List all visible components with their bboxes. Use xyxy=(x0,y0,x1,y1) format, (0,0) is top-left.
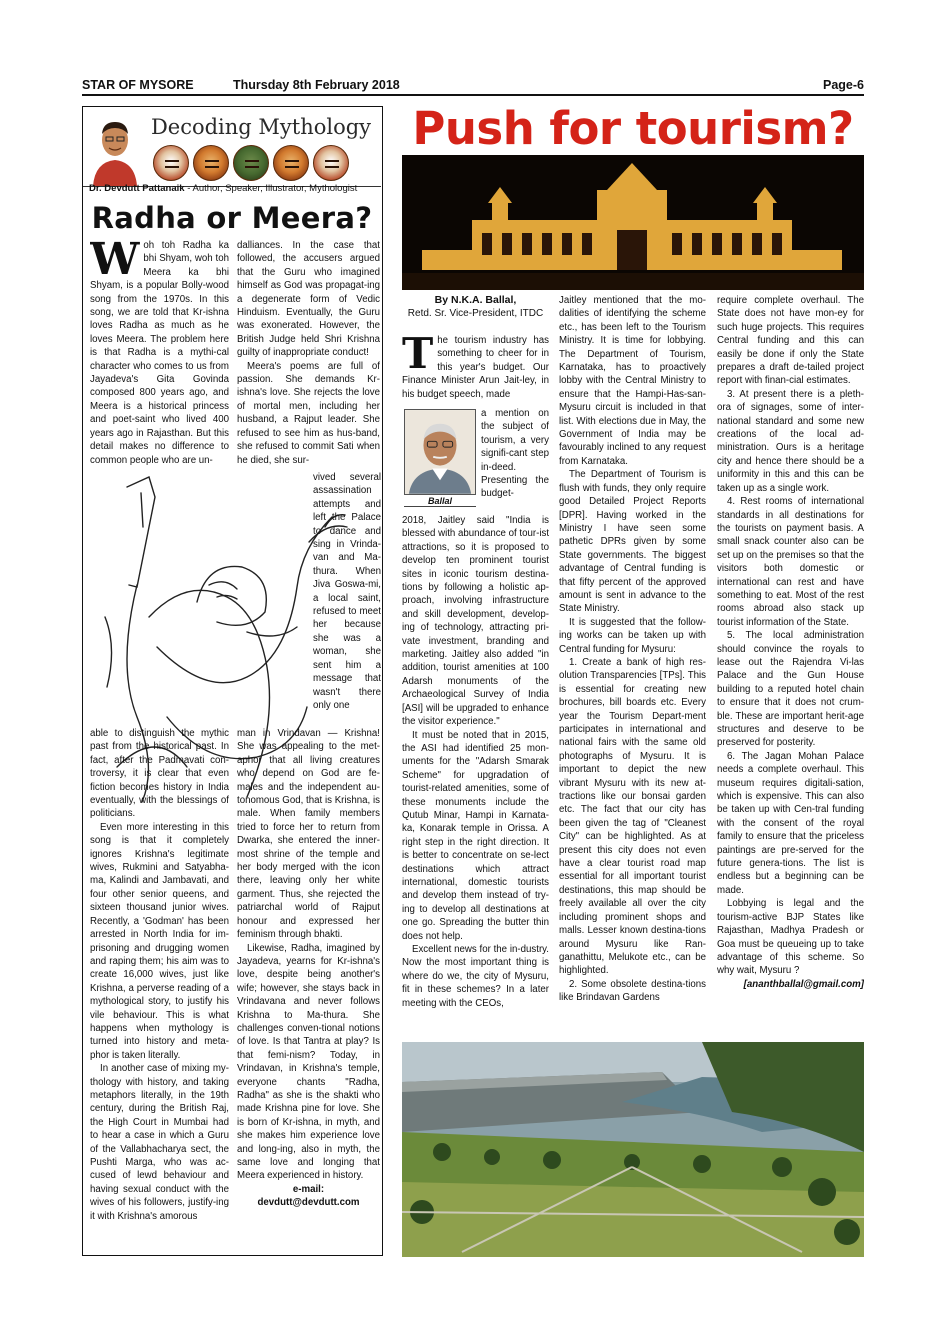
deity-face-icon xyxy=(313,145,349,181)
paragraph: Lobbying is legal and the tourism-active BJP States like Rajasthan, Madhya Pradesh or Goa must be queueing up to take advantage of this scheme. So why wait, Mysuru ? xyxy=(717,898,864,977)
illuminated-palace-photo xyxy=(402,155,864,290)
paragraph: man in Vrindavan — Krishna! She was appealing to the met-aphor that all living creatures who depend on God are fe-males and the independent au-tonomous God, that is Krishna, is male. When family members tried to force her to return from Dwarka, she entered the inner-most shrine of the temple and her body merged with the icon there, leaving only her white garment. Thus, she rejected the patriarchal world of Rajput honour and expressed her feminism through bhakti. xyxy=(237,728,380,941)
deity-face-icon xyxy=(273,145,309,181)
author-signature-email[interactable]: [ananthballal@gmail.com] xyxy=(743,978,864,990)
page-header xyxy=(82,76,864,96)
paragraph: In another case of mixing my-thology with history, and taking metaphors literally, in the 19th century, during the British Raj, the High Court in Mumbai had to hear a case in which a Guru of the Vallabhacharya sect, the Pushti Marga, who was ac-cused of lewd behaviour and having sexual conduct with the wives of his followers, justify-ing it with Krishna's amorous xyxy=(90,1063,229,1222)
paragraph: Excellent news for the in-dustry. Now the most important thing is where do we, the city of Mysuru, fit in these schemes? In a later meeting with the CEOs, xyxy=(402,944,549,1009)
paragraph: 2018, Jaitley said "India is blessed with abundance of tour-ist attractions, so it is proposed to develop ten prominent tourist sites in iconic tourism destina-tions by following a holistic ap-proach, involving infrastructure and skill development, develop-ing of technology, attracting pri-vate investment, branding and marketing. Jaitley also added "in addition, tourist amenities at 100 Adarsh monuments of the Archaeological Survey of India [ASI] will be upgraded to enhance the visitor experience." xyxy=(402,515,549,728)
deity-face-icon xyxy=(233,145,269,181)
author-description: - Author, Speaker, Illustrator, Mythologist xyxy=(184,183,358,194)
author-portrait xyxy=(89,110,141,186)
paper-name: STAR OF MYSORE xyxy=(82,78,194,92)
deity-face-icon xyxy=(193,145,229,181)
deity-face-icon xyxy=(153,145,189,181)
mythology-face-illustrations xyxy=(153,145,349,181)
paragraph: It must be noted that in 2015, the ASI had identified 25 mon-uments for the "Adarsh Smarak Scheme" for upgradation of tourist-related amenities, some of these monuments include the Qutub Minar, Hampi in Karnata-ka, Konarak temple in Orissa. A right step in the right direction. It is better to concentrate on se-lect destinations which attract international, domestic tourists and develop them instead of try-ing to develop all destinations at one go. Spreading the butter thin does not help. xyxy=(402,729,549,942)
paragraph: 3. At present there is a pleth-ora of signages, some of inter-national standard and some new creations of the local ad-ministration. Ours is a heritage city and hence there should be a uniformity in this and this can be taken up as a single work. xyxy=(717,388,864,494)
right-col1-rest xyxy=(402,514,549,1039)
byline-name: By N.K.A. Ballal, xyxy=(434,294,517,306)
paragraph: 2. Some obsolete destina-tions like Brindavan Gardens xyxy=(559,978,706,1004)
paragraph: 1. Create a bank of high res-olution Transparencies [TPs]. This is essential for creating new brochures, bill boards etc. Every year the Tourism Depart-ment participates in international and national fairs with the same old photographs of Mysuru. It is important to depict the new vibrant Mysuru with its new at-tractions like our bonsai garden etc. The fact that our city has been given the tag of "Cleanest City" can be highlighted. As at present this city does not even have a clear tourist road map essential for all important tourist destinations, this map should be freely available all over the city including prominent shops and malls. Lesser known destina-tions around Mysuru like Ran-ganathittu, Melukote etc., can be highlighted. xyxy=(559,656,706,977)
left-col2-top xyxy=(237,239,380,471)
ballal-portrait xyxy=(404,409,476,495)
paragraph: 4. Rest rooms of international standards in all destinations for the tourists on payment basis. A small snack counter also can be set up on the premises so that the visitors both domestic or international can rest and have something to eat. Most of the rest rooms abroad also stack up tourist information of the State. xyxy=(717,496,864,628)
column-title: Decoding Mythology xyxy=(150,115,372,139)
paragraph: 5. The local administration should convince the royals to lease out the Rajendra Vi-las Palace and the Gun House building to a reputed hotel chain to ensure that it does not crum-ble. These are important herit-age structures and deserve to be preserved for posterity. xyxy=(717,630,864,749)
tourism-byline xyxy=(402,294,549,320)
email-label: e-mail: xyxy=(292,1183,325,1195)
article-headline: Radha or Meera? xyxy=(91,201,373,235)
author-email[interactable]: devdutt@devdutt.com xyxy=(257,1197,360,1209)
paragraph: require complete overhaul. The State does not have mon-ey for such huge projects. This requires Central funding and this can easily be done if only the State prepares a draft de-tailed project report with finan-cial estimates. xyxy=(717,295,864,387)
paragraph: It is suggested that the follow-ing works can be taken up with Central funding for Mysuru: xyxy=(559,616,706,655)
paragraph: Jaitley mentioned that the mo-dalities of identifying the scheme etc., has been left to the Tourism Ministry. It is time for lobbying. The Department of Tourism, Karnataka, has to proactively lobby with the Central Ministry to ensure that the Hampi-Has-san-Mysuru circuit is included in that list. With elections due in May, the Government of India may be favourably inclined to any request from Karnataka. xyxy=(559,295,706,467)
paragraph: 6. The Jagan Mohan Palace needs a complete overhaul. This museum requires digitali-sation, which is expensive. This can also be taken up with Cen-tral funding with the consent of the royal family to ensure that the priceless paintings are pre-served for the future genera-tions. The list is endless but a beginning can be made. xyxy=(717,750,864,896)
decoding-mythology-article xyxy=(82,106,383,1256)
right-col3 xyxy=(717,294,864,1039)
right-col1-narrow xyxy=(481,407,549,513)
photo-caption: Ballal xyxy=(404,496,476,507)
brindavan-gardens-photo xyxy=(402,1042,864,1257)
paragraph: dalliances. In the case that followed, the accusers argued that the Guru who imagined himself as God was propagat-ing a degenerate form of Vedic Hinduism. Eventually, the Guru was exonerated. However, the British Judge held Shri Krishna guilty of inappropriate conduct! xyxy=(237,240,380,359)
author-name: Dr. Devdutt Pattanaik xyxy=(89,183,185,194)
page-number: Page-6 xyxy=(823,78,864,92)
left-col2-bottom xyxy=(237,727,380,1252)
column-banner xyxy=(83,107,381,187)
left-col1-bottom xyxy=(90,727,229,1252)
right-col1-top xyxy=(402,334,549,406)
paragraph: The Department of Tourism is flush with funds, they only require good Detailed Project Reports [DPR]. Having worked in the Ministry I have seen some pathetic DPRs given by some State governments. The biggest advantage of Central funding is that fifty percent of the approved amount is sent in advance to the State Ministry. xyxy=(559,469,706,615)
paragraph: vived several assassination attempts and left the Palace to dance and sing in Vrinda-van and Ma-thura. When Jiva Goswa-mi, a local saint, refused to meet her because she was a woman, she sent him a message that wasn't there only one xyxy=(313,472,381,711)
paragraph: Even more interesting in this song is that it completely ignores Krishna's legitimate wives, Rukmini and Satyabha-ma, Kalindi and Jambavati, and four other senior queens, and sixteen thousand junior wives. Recently, a 'Godman' has been arrested in North India for im-prisoning and drugging women and raping them; his aim was to create 16,000 wives, just like Krishna, a perverse reading of a mythological story, to justify his vile behaviour. This is what happens when mythology is turned into history and meta-phor is taken literally. xyxy=(90,821,229,1061)
byline-role: Retd. Sr. Vice-President, ITDC xyxy=(407,308,544,319)
paragraph: oh toh Radha ka bhi Shyam, woh toh Meera ka bhi Shyam, is a popular Bolly-wood song from the 1970s. In this song, we are told that Kr-ishna loves Radha as much as he loves Meera. The problem here is that Radha is a mythi-cal character who comes to us from Jayadeva's Gita Govinda composed 800 years ago, and Meera is a historical princess and poet-saint who lived 400 years ago in Rajasthan. But this detail makes no difference to common people who are un- xyxy=(90,240,229,466)
paragraph: a mention on the subject of tourism, a very signifi-cant step in-deed. Presenting the budget- xyxy=(481,408,549,500)
paragraph: able to distinguish the mythic past from the historical past. In fact, after the Padmavati con-troversy, it is clear that even fiction becomes history in India eventually, with the blessings of politicians. xyxy=(90,728,229,820)
issue-date: Thursday 8th February 2018 xyxy=(233,78,400,92)
left-col1-top xyxy=(90,239,229,471)
left-col2-narrow xyxy=(313,471,381,726)
author-byline xyxy=(89,183,357,194)
drop-cap: T xyxy=(402,334,434,378)
paragraph: Meera's poems are full of passion. She demands Kr-ishna's love. She rejects the love of mortal men, including her husband, a Rajput leader. She refused to see him as hus-band, she refused to commit Sati when he died, she sur- xyxy=(237,360,380,466)
drop-cap: W xyxy=(90,239,140,285)
paragraph: Likewise, Radha, imagined by Jayadeva, yearns for Kr-ishna's love, despite being another's wife; however, she stays back in Vrindavana and never follows Krishna to Ma-thura. She challenges conven-tional notions of love. Is that Tantra at play? Is that femi-nism? Today, in Vrindavan, in Krishna's temple, everyone chants "Radha, Radha" as she is the shakti who made Krishna pine for love. She is born of Kr-ishna, in myth, and she makes him experience love and long-ing, also in myth, the same love and longing that Meera experienced in history. xyxy=(237,942,380,1182)
right-col2 xyxy=(559,294,706,1039)
tourism-headline: Push for tourism? xyxy=(412,102,854,155)
paragraph: he tourism industry has something to cheer for in this year's budget. Our Finance Minister Arun Jait-ley, in his budget speech, made xyxy=(402,335,549,400)
